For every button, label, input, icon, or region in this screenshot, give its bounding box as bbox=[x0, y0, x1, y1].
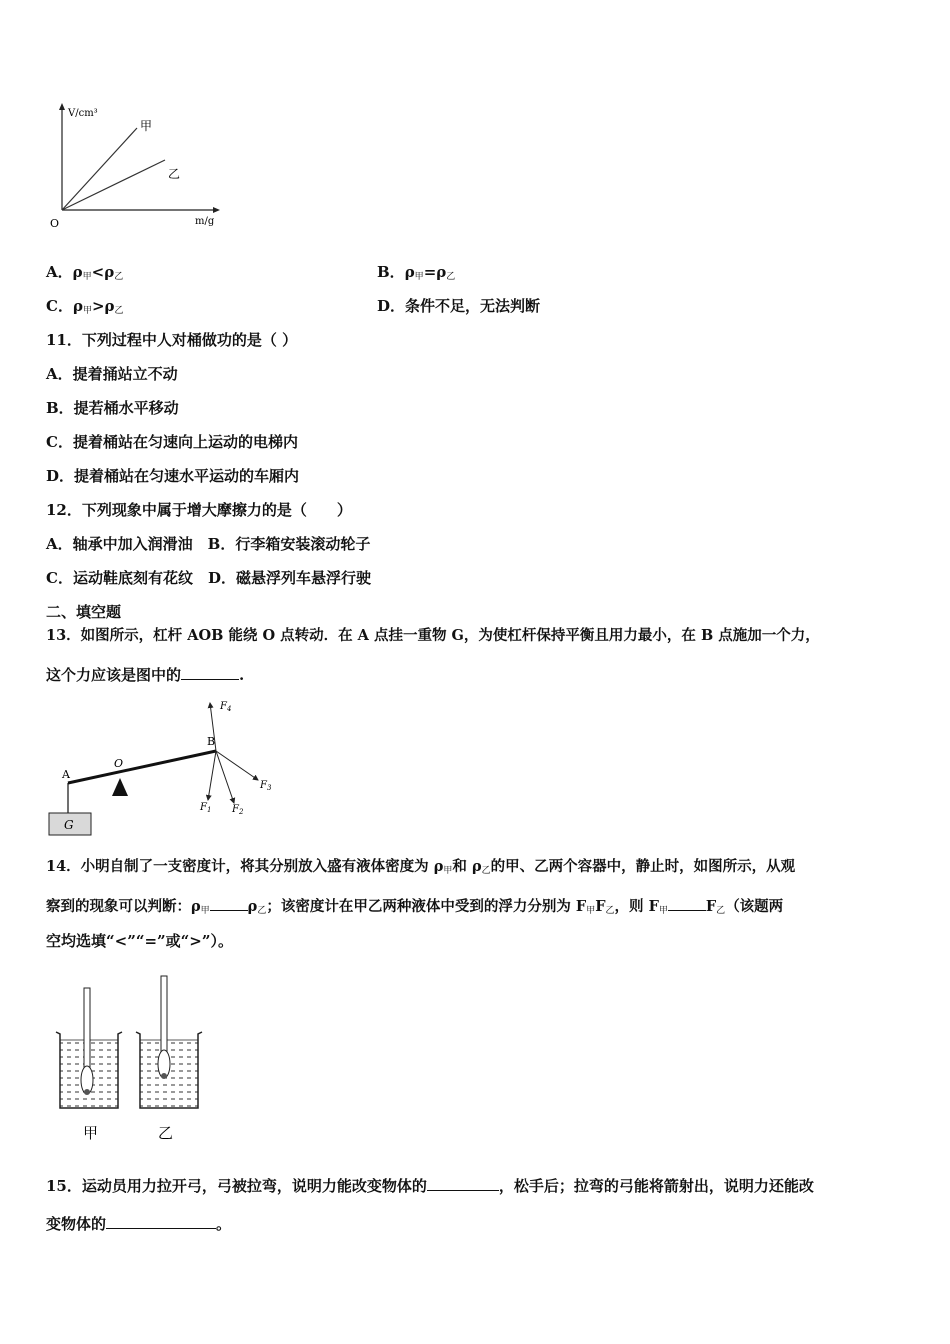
lever-bar bbox=[68, 751, 216, 783]
y-axis-arrow bbox=[59, 103, 65, 110]
point-a-label: A bbox=[62, 768, 70, 781]
q11-option-d: D．提着桶站在匀速水平运动的车厢内 bbox=[46, 467, 300, 485]
fulcrum bbox=[112, 778, 128, 796]
label-f2: $F_2$ bbox=[232, 804, 244, 816]
q14-line2: 察到的现象可以判断：$\rho_甲$ $\rho_乙$；该密度计在甲乙两种液体中受到的浮力分别为 $F_甲F_乙$，则 $F_甲$ $F_乙$（该题两 bbox=[46, 895, 783, 921]
q13-line1: 13．如图所示，杠杆 AOB 能绕 O 点转动．在 A 点挂一重物 G，为使杠杆保持平衡且用力最小，在 B 点施加一个力， bbox=[46, 627, 820, 644]
line-yi-label: 乙 bbox=[168, 167, 181, 181]
q10-option-b: B．$\rho_甲=\rho_乙$ bbox=[377, 263, 456, 282]
line-jia-label: 甲 bbox=[140, 119, 153, 133]
q13-line2: 这个力应该是图中的 . bbox=[46, 666, 245, 684]
x-axis-label: m/g bbox=[195, 216, 215, 227]
point-o-label: O bbox=[114, 757, 124, 770]
q12-options-ab: A．轴承中加入润滑油 B．行李箱安装滚动轮子 bbox=[46, 535, 371, 553]
q11-option-b: B．提若桶水平移动 bbox=[46, 399, 179, 417]
label-yi: 乙 bbox=[158, 1124, 174, 1142]
origin-label: O bbox=[50, 217, 60, 230]
q10-option-d: D．条件不足，无法判断 bbox=[377, 297, 541, 315]
q13-answer-blank[interactable] bbox=[181, 664, 239, 680]
y-axis-label: V/cm³ bbox=[68, 108, 98, 119]
q10-option-c: C．$\rho_甲>\rho_乙$ bbox=[46, 297, 124, 316]
weight-label: G bbox=[64, 818, 74, 832]
density-graph bbox=[40, 100, 240, 235]
q12-stem: 12．下列现象中属于增大摩擦力的是（ ） bbox=[46, 501, 352, 519]
line-jia bbox=[62, 128, 137, 210]
section-title: 二、填空题 bbox=[46, 603, 122, 621]
force-f2 bbox=[216, 751, 234, 803]
line-yi bbox=[62, 160, 165, 210]
hydrometer-yi bbox=[158, 976, 170, 1079]
liquid-yi bbox=[140, 1040, 198, 1108]
q14-blank-1[interactable] bbox=[210, 895, 248, 911]
q14-blank-2[interactable] bbox=[668, 895, 706, 911]
q11-option-c: C．提着桶站在匀速向上运动的电梯内 bbox=[46, 433, 298, 451]
q15-line2: 变物体的 。 bbox=[46, 1215, 232, 1233]
q14-line1: 14．小明自制了一支密度计，将其分别放入盛有液体密度为 $\rho_甲$和 $\rho_乙$的甲、乙两个容器中，静止时，如图所示，从观 bbox=[46, 858, 796, 876]
label-f1: $F_1$ bbox=[200, 802, 212, 814]
q12-options-cd: C．运动鞋底刻有花纹 D．磁悬浮列车悬浮行驶 bbox=[46, 569, 371, 587]
q15-line1: 15．运动员用力拉开弓，弓被拉弯，说明力能改变物体的 ，松手后；拉弯的弓能将箭射出，说明力还能改 bbox=[46, 1177, 814, 1195]
force-f3 bbox=[216, 751, 258, 780]
label-f4: $F_4$ bbox=[220, 701, 232, 713]
x-axis-arrow bbox=[213, 207, 220, 213]
q11-option-a: A．提着捅站立不动 bbox=[46, 365, 178, 383]
q15-blank-1[interactable] bbox=[427, 1175, 499, 1191]
q11-stem: 11．下列过程中人对桶做功的是（ ） bbox=[46, 331, 298, 349]
point-b-label: B bbox=[207, 735, 216, 748]
q15-blank-2[interactable] bbox=[106, 1213, 216, 1229]
label-f3: $F_3$ bbox=[260, 780, 272, 792]
lever-figure bbox=[40, 695, 290, 845]
force-f1 bbox=[208, 751, 216, 800]
hydrometer-figure bbox=[50, 970, 220, 1145]
label-jia: 甲 bbox=[83, 1124, 99, 1142]
q10-option-a: A．$\rho_甲<\rho_乙$ bbox=[46, 263, 124, 282]
q14-line3: 空均选填“<”“=”或“>”）。 bbox=[46, 932, 233, 950]
